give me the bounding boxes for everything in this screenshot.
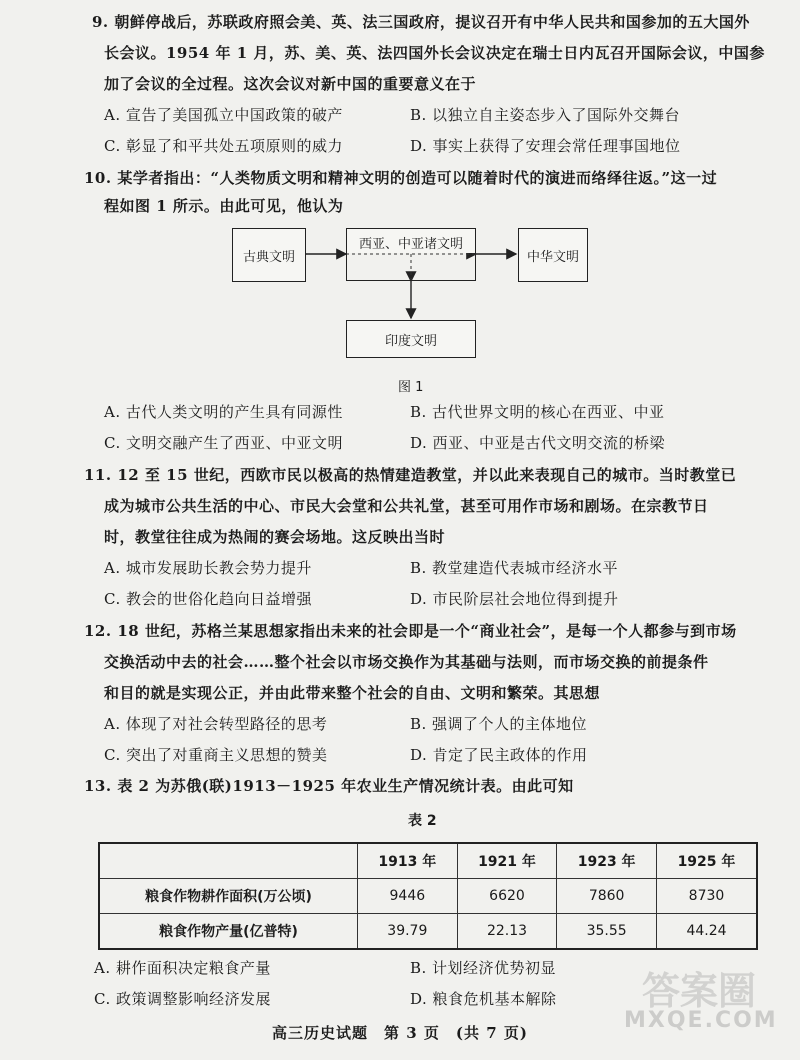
table-cell: 22.13 bbox=[457, 914, 557, 950]
table-cell: 8730 bbox=[656, 879, 757, 914]
table-cell: 7860 bbox=[557, 879, 657, 914]
q11-option-c[interactable]: C. 教会的世俗化趋向日益增强 bbox=[104, 590, 312, 608]
table-row bbox=[99, 914, 757, 950]
q10-option-b[interactable]: B. 古代世界文明的核心在西亚、中亚 bbox=[410, 403, 665, 421]
q11-line-3: 时，教堂往往成为热闹的赛会场地。这反映出当时 bbox=[104, 528, 446, 546]
q9-option-a[interactable]: A. 宣告了美国孤立中国政策的破产 bbox=[104, 106, 343, 124]
box-indian: 印度文明 bbox=[346, 320, 476, 358]
q12-option-b[interactable]: B. 强调了个人的主体地位 bbox=[410, 715, 588, 733]
page-footer: 高三历史试题 第 3 页 (共 7 页) bbox=[272, 1024, 528, 1042]
q10-option-c[interactable]: C. 文明交融产生了西亚、中亚文明 bbox=[104, 434, 343, 452]
q9-line-2: 长会议。1954 年 1 月，苏、美、英、法四国外长会议决定在瑞士日内瓦召开国际会议，中国参 bbox=[104, 44, 765, 62]
q12-line-2: 交换活动中去的社会……整个社会以市场交换作为其基础与法则，而市场交换的前提条件 bbox=[104, 653, 709, 671]
q13-option-c[interactable]: C. 政策调整影响经济发展 bbox=[94, 990, 271, 1008]
q9-line-1: 9. 朝鲜停战后，苏联政府照会美、英、法三国政府，提议召开有中华人民共和国参加的五大国外 bbox=[92, 13, 750, 31]
q11-option-a[interactable]: A. 城市发展助长教会势力提升 bbox=[104, 559, 312, 577]
q9-option-d[interactable]: D. 事实上获得了安理会常任理事国地位 bbox=[410, 137, 681, 155]
q12-option-d[interactable]: D. 肯定了民主政体的作用 bbox=[410, 746, 588, 764]
table-caption: 表 2 bbox=[408, 813, 437, 829]
box-classical: 古典文明 bbox=[232, 228, 306, 282]
watermark-cn: 答案圈 bbox=[642, 969, 757, 1013]
table-header-row bbox=[99, 843, 757, 879]
table-cell: 44.24 bbox=[656, 914, 757, 950]
table-header-year: 1925 年 bbox=[656, 843, 757, 879]
q9-option-b[interactable]: B. 以独立自主姿态步入了国际外交舞台 bbox=[410, 106, 681, 124]
q13-option-b[interactable]: B. 计划经济优势初显 bbox=[410, 959, 557, 977]
q10-line-1: 10. 某学者指出：“人类物质文明和精神文明的创造可以随着时代的演进而络绎往返。”这一过 bbox=[84, 169, 718, 187]
box-west-central-asia: 西亚、中亚诸文明 bbox=[346, 228, 476, 253]
q11-line-2: 成为城市公共生活的中心、市民大会堂和公共礼堂，甚至可用作市场和剧场。在宗教节日 bbox=[104, 497, 709, 515]
table-cell: 9446 bbox=[358, 879, 458, 914]
table-cell: 39.79 bbox=[358, 914, 458, 950]
q12-line-1: 12. 18 世纪，苏格兰某思想家指出未来的社会即是一个“商业社会”，是每一个人都参与到市场 bbox=[84, 622, 737, 640]
q10-option-a[interactable]: A. 古代人类文明的产生具有同源性 bbox=[104, 403, 343, 421]
q9-option-c[interactable]: C. 彰显了和平共处五项原则的威力 bbox=[104, 137, 343, 155]
agriculture-table bbox=[98, 842, 758, 950]
table-header-year: 1913 年 bbox=[358, 843, 458, 879]
q9-line-3: 加了会议的全过程。这次会议对新中国的重要意义在于 bbox=[104, 75, 477, 93]
row-label-output: 粮食作物产量(亿普特) bbox=[99, 914, 358, 950]
table-cell: 35.55 bbox=[557, 914, 657, 950]
watermark-en: MXQE.COM bbox=[624, 1008, 778, 1033]
table-row bbox=[99, 879, 757, 914]
table-header-year: 1921 年 bbox=[457, 843, 557, 879]
table-header-empty bbox=[99, 843, 358, 879]
table-cell: 6620 bbox=[457, 879, 557, 914]
q12-line-3: 和目的就是实现公正，并由此带来整个社会的自由、文明和繁荣。其思想 bbox=[104, 684, 601, 702]
q10-line-2: 程如图 1 所示。由此可见，他认为 bbox=[104, 197, 344, 215]
table-header-year: 1923 年 bbox=[557, 843, 657, 879]
q13-option-d[interactable]: D. 粮食危机基本解除 bbox=[410, 990, 557, 1008]
box-chinese: 中华文明 bbox=[518, 228, 588, 282]
row-label-area: 粮食作物耕作面积(万公顷) bbox=[99, 879, 358, 914]
q11-line-1: 11. 12 至 15 世纪，西欧市民以极高的热情建造教堂，并以此来表现自己的城市。当时教堂已 bbox=[84, 466, 737, 484]
q12-option-a[interactable]: A. 体现了对社会转型路径的思考 bbox=[104, 715, 328, 733]
q13-option-a[interactable]: A. 耕作面积决定粮食产量 bbox=[94, 959, 271, 977]
q13-line-1: 13. 表 2 为苏俄(联)1913－1925 年农业生产情况统计表。由此可知 bbox=[84, 777, 574, 795]
q10-option-d[interactable]: D. 西亚、中亚是古代文明交流的桥梁 bbox=[410, 434, 666, 452]
q11-option-b[interactable]: B. 教堂建造代表城市经济水平 bbox=[410, 559, 619, 577]
q11-option-d[interactable]: D. 市民阶层社会地位得到提升 bbox=[410, 590, 619, 608]
figure-caption: 图 1 bbox=[398, 380, 424, 395]
q12-option-c[interactable]: C. 突出了对重商主义思想的赞美 bbox=[104, 746, 328, 764]
box-center-lower bbox=[346, 252, 476, 281]
